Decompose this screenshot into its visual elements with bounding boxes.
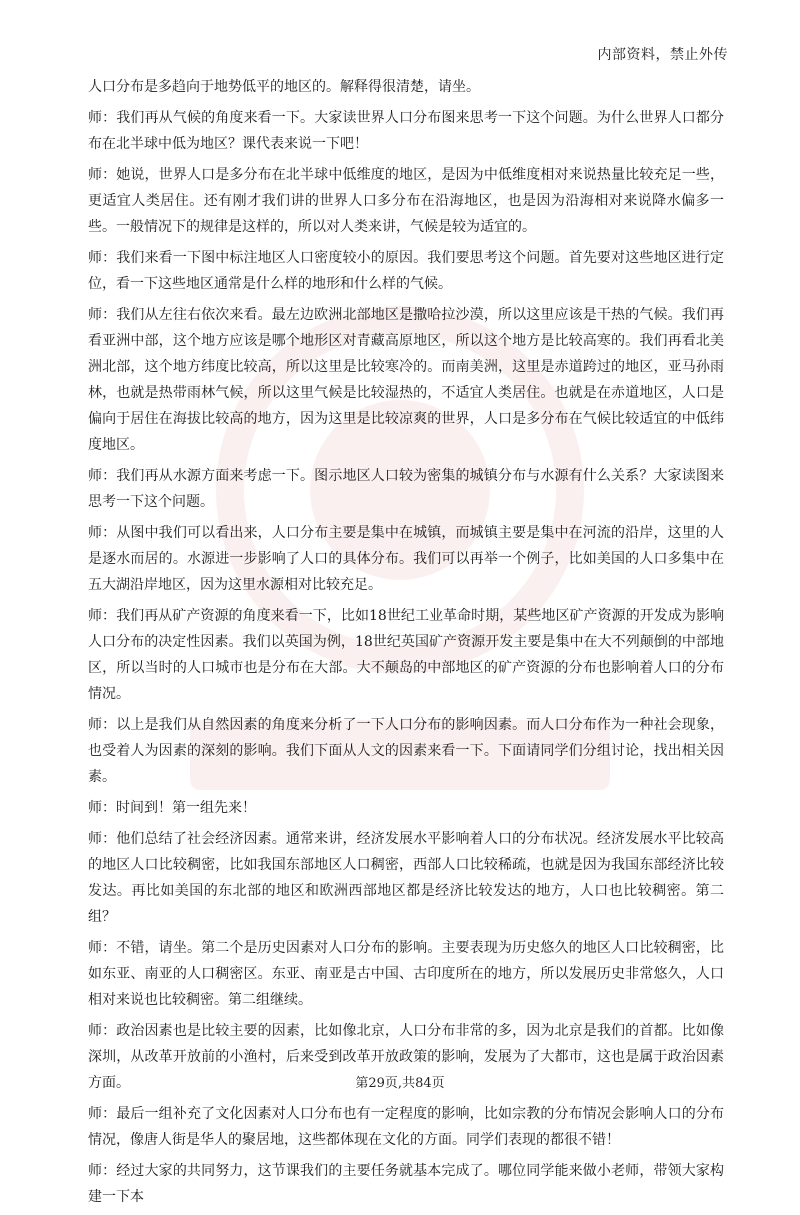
paragraph-14: 师：最后一组补充了文化因素对人口分布也有一定程度的影响，比如宗教的分布情况会影响人口的分布情况，像唐人街是华人的聚居地，这些都体现在文化的方面。同学们表现的都很不错！ — [88, 1106, 724, 1148]
paragraph-4: 师：我们来看一下图中标注地区人口密度较小的原因。我们要思考这个问题。首先要对这些地区进行定位，看一下这些地区通常是什么样的地形和什么样的气候。 — [88, 250, 724, 292]
confidential-notice: 内部资料，禁止外传 — [597, 47, 728, 63]
paragraph-13: 师：政治因素也是比较主要的因素，比如像北京，人口分布非常的多，因为北京是我们的首都。比如像深圳，从改革开放前的小渔村，后来受到改革开放政策的影响，发展为了大都市，这也是属于政治因素方面。 — [88, 1023, 724, 1091]
paragraph-5: 师：我们从左往右依次来看。最左边欧洲北部地区是撒哈拉沙漠，所以这里应该是干热的气候。我们再看亚洲中部，这个地方应该是哪个地形区对青藏高原地区，所以这个地方是比较高寒的。我们再看北美洲北部，这个地方纬度比较高，所以这里是比较寒冷的。而南美洲，这里是赤道跨过的地区，亚马孙雨林，也就是热带雨林气候，所以这里气候是比较湿热的，不适宜人类居住。也就是在赤道地区，人口是偏向于居住在海拔比较高的地方，因为这里是比较凉爽的世界，人口是多分布在气候比较适宜的中低纬度地区。 — [88, 307, 724, 453]
paragraph-2: 师：我们再从气候的角度来看一下。大家读世界人口分布图来思考一下这个问题。为什么世界人口都分布在北半球中低为地区？课代表来说一下吧！ — [88, 110, 724, 152]
page-number: 第29页,共84页 — [355, 1076, 445, 1091]
document-body — [88, 74, 724, 1215]
paragraph-12: 师：不错，请坐。第二个是历史因素对人口分布的影响。主要表现为历史悠久的地区人口比较稠密，比如东亚、南亚的人口稠密区。东亚、南亚是古中国、古印度所在的地方，所以发展历史非常悠久，人口相对来说也比较稠密。第二组继续。 — [88, 940, 724, 1008]
paragraph-3: 师：她说，世界人口是多分布在北半球中低维度的地区，是因为中低维度相对来说热量比较充足一些，更适宜人类居住。还有刚才我们讲的世界人口多分布在沿海地区，也是因为沿海相对来说降水偏多一些。一般情况下的规律是这样的，所以对人类来讲，气候是较为适宜的。 — [88, 167, 724, 235]
paragraph-10: 师：时间到！第一组先来！ — [88, 800, 256, 816]
paragraph-6: 师：我们再从水源方面来考虑一下。图示地区人口较为密集的城镇分布与水源有什么关系？大家读图来思考一下这个问题。 — [88, 468, 724, 510]
paragraph-11: 师：他们总结了社会经济因素。通常来讲，经济发展水平影响着人口的分布状况。经济发展水平比较高的地区人口比较稠密，比如我国东部地区人口稠密，西部人口比较稀疏，也就是因为我国东部经济比较发达。再比如美国的东北部的地区和欧洲西部地区都是经济比较发达的地方，人口也比较稠密。第二组？ — [88, 831, 724, 925]
paragraph-1: 人口分布是多趋向于地势低平的地区的。解释得很清楚，请坐。 — [88, 79, 480, 95]
paragraph-15: 师：经过大家的共同努力，这节课我们的主要任务就基本完成了。哪位同学能来做小老师，带领大家构建一下本 — [88, 1163, 724, 1205]
paragraph-7: 师：从图中我们可以看出来，人口分布主要是集中在城镇，而城镇主要是集中在河流的沿岸，这里的人是逐水而居的。水源进一步影响了人口的具体分布。我们可以再举一个例子，比如美国的人口多集中在五大湖沿岸地区，因为这里水源相对比较充足。 — [88, 525, 724, 593]
paragraph-8: 师：我们再从矿产资源的角度来看一下，比如18世纪工业革命时期，某些地区矿产资源的开发成为影响人口分布的决定性因素。我们以英国为例，18世纪英国矿产资源开发主要是集中在大不列颠倒的中部地区，所以当时的人口城市也是分布在大部。大不颠岛的中部地区的矿产资源的分布也影响着人口的分布情况。 — [88, 608, 724, 702]
paragraph-9: 师：以上是我们从自然因素的角度来分析了一下人口分布的影响因素。而人口分布作为一种社会现象，也受着人为因素的深刻的影响。我们下面从人文的因素来看一下。下面请同学们分组讨论，找出相关因素。 — [88, 717, 724, 785]
